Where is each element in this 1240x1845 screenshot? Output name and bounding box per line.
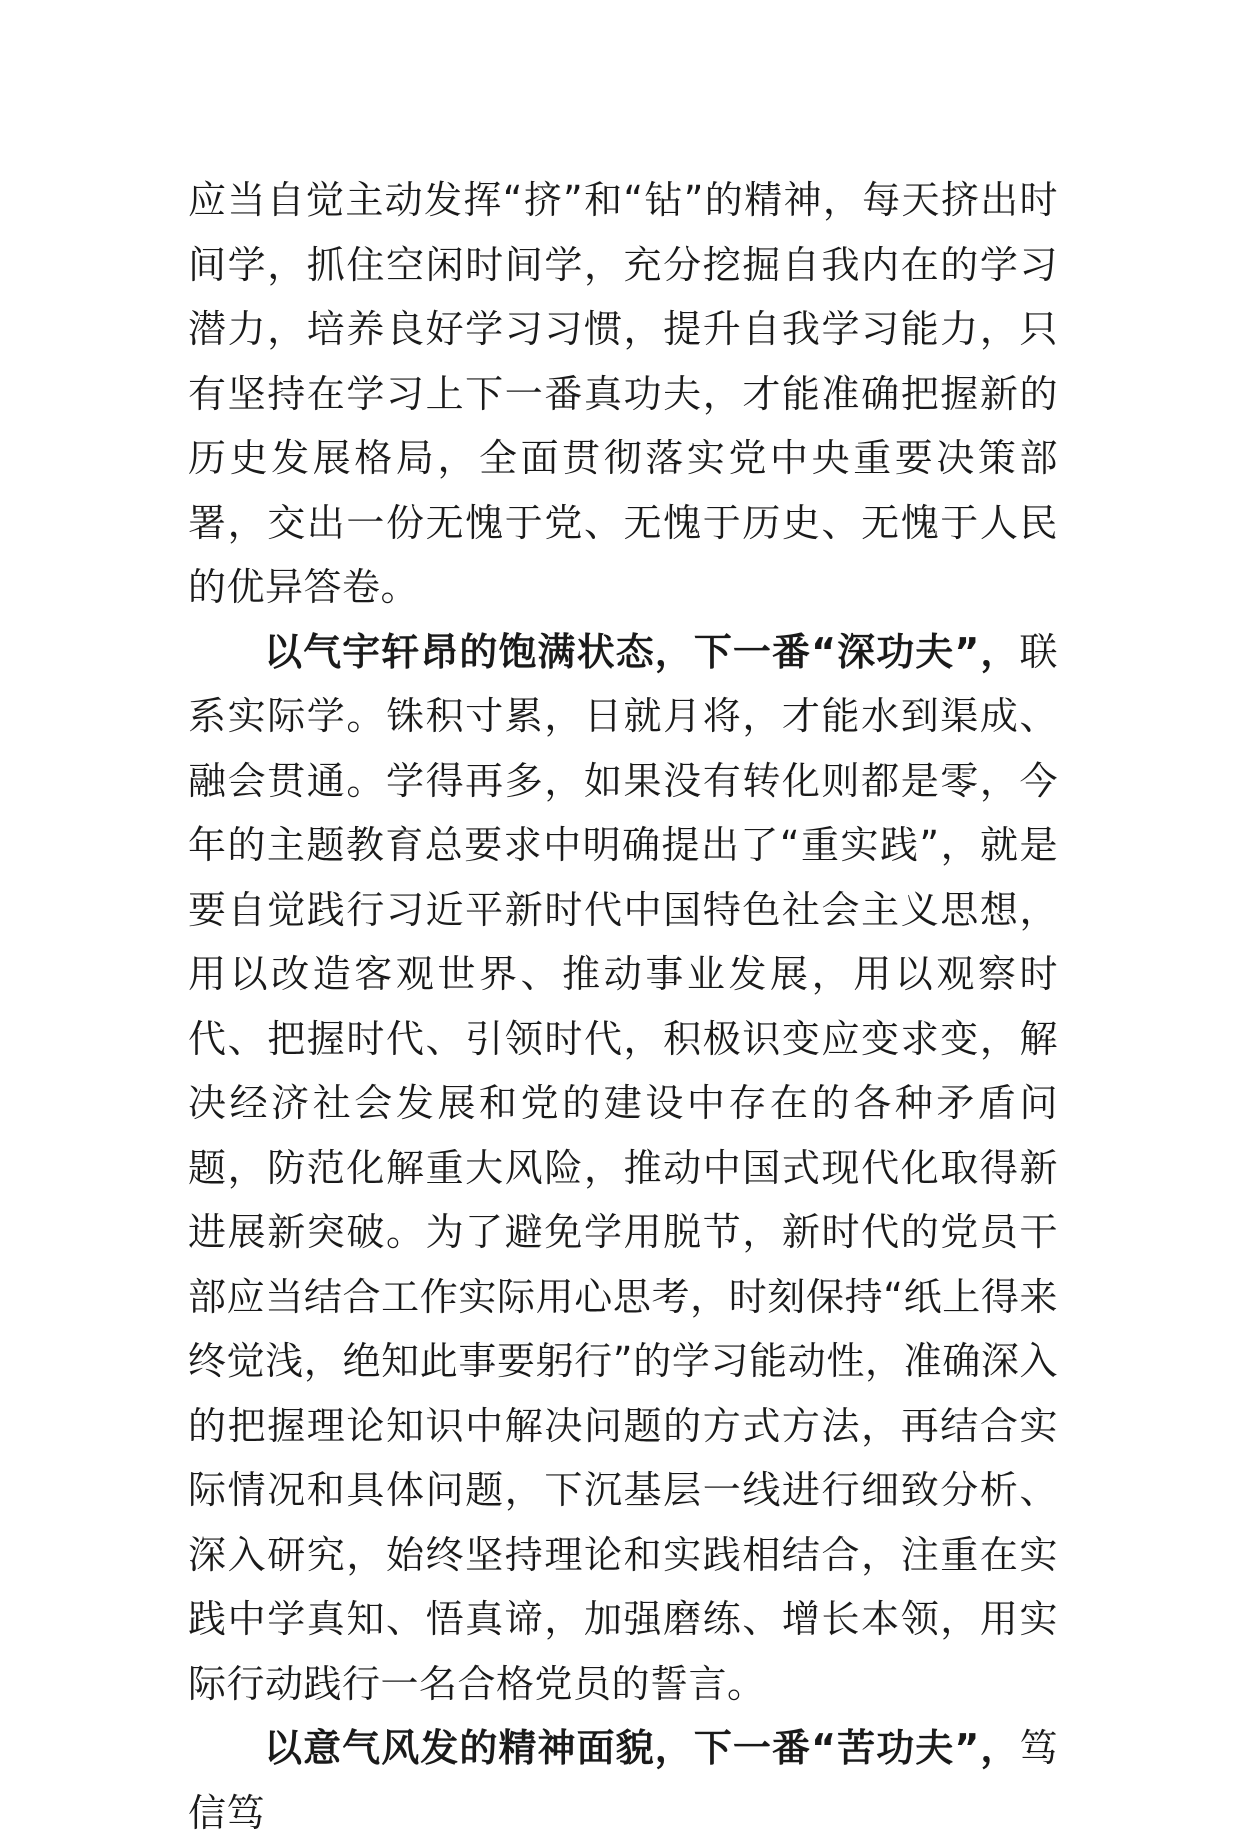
paragraph-2 (188, 620, 1058, 1717)
paragraph-3 (188, 1716, 1058, 1845)
paragraph-3-text: 笃信笃 (188, 1726, 1058, 1835)
paragraph-1-text: 应当自觉主动发挥“挤”和“钻”的精神，每天挤出时间学，抓住空闲时间学，充分挖掘自我内在的学习潜力，培养良好学习习惯，提升自我学习能力，只有坚持在学习上下一番真功夫，才能准确把握新的历史发展格局，全面贯彻落实党中央重要决策部署，交出一份无愧于党、无愧于历史、无愧于人民的优异答卷。 (188, 178, 1058, 609)
paragraph-2-lead: 以气宇轩昂的饱满状态，下一番“深功夫”， (264, 629, 1020, 674)
paragraph-1 (188, 168, 1058, 620)
paragraph-2-text: 联系实际学。铢积寸累，日就月将，才能水到渠成、融会贯通。学得再多，如果没有转化则都是零，今年的主题教育总要求中明确提出了“重实践”，就是要自觉践行习近平新时代中国特色社会主义思想，用以改造客观世界、推动事业发展，用以观察时代、把握时代、引领时代，积极识变应变求变，解决经济社会发展和党的建设中存在的各种矛盾问题，防范化解重大风险，推动中国式现代化取得新进展新突破。为了避免学用脱节，新时代的党员干部应当结合工作实际用心思考，时刻保持“纸上得来终觉浅，绝知此事要躬行”的学习能动性，准确深入的把握理论知识中解决问题的方式方法，再结合实际情况和具体问题，下沉基层一线进行细致分析、深入研究，始终坚持理论和实践相结合，注重在实践中学真知、悟真谛，加强磨练、增长本领，用实际行动践行一名合格党员的誓言。 (188, 629, 1058, 1706)
paragraph-3-lead: 以意气风发的精神面貌，下一番“苦功夫”， (264, 1726, 1020, 1770)
body-text (188, 168, 1058, 1845)
